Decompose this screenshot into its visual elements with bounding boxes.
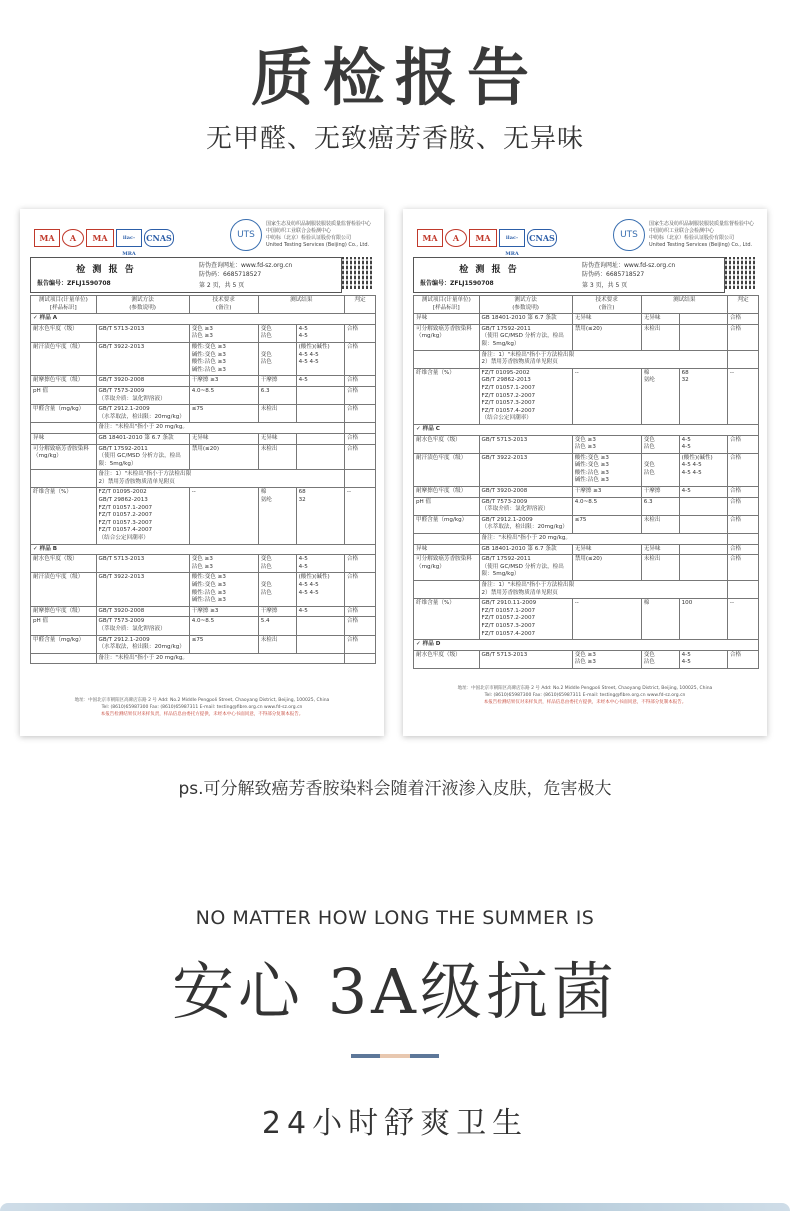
table-row — [31, 635, 376, 653]
table-cell: 耐摩擦色牢度（级） — [31, 376, 97, 387]
footer-disclaimer: 本报告检测结果仅对来样负责，样品信息由委托方提供，未经本中心书面同意，不得部分复制本报告。 — [483, 700, 687, 705]
table-cell: 干摩擦 ≥3 — [189, 376, 258, 387]
table-cell: ≤75 — [189, 405, 258, 423]
table-row — [414, 515, 759, 533]
table-row — [31, 488, 376, 544]
table-cell: 变色 ≥3 沾色 ≥3 — [572, 650, 641, 668]
cma-logo-2: MA — [469, 229, 497, 247]
column-header: 判定 — [727, 296, 758, 314]
table-row — [31, 555, 376, 573]
table-cell: -- — [572, 368, 641, 424]
table-cell — [727, 534, 758, 545]
table-header-row — [414, 296, 759, 314]
table-row — [414, 599, 759, 640]
table-cell: GB/T 17592-2011 （使用 GC/MSD 分析方法，检出限：5mg/kg） — [479, 324, 572, 350]
table-row — [414, 555, 759, 581]
verdict-cell: 合格 — [727, 487, 758, 498]
table-cell: GB 18401-2010 第 6.7 条款 — [96, 433, 189, 444]
verdict-cell: 合格 — [344, 617, 375, 635]
table-row — [31, 405, 376, 423]
verdict-cell: 合格 — [727, 515, 758, 533]
table-cell — [727, 350, 758, 368]
report-footer — [413, 685, 757, 706]
table-cell: 耐水色牢度（级） — [31, 324, 97, 342]
table-cell: FZ/T 01095-2002 GB/T 29862-2013 FZ/T 01057.1-2007 FZ/T 01057.2-2007 FZ/T 01057.3-2007 FZ/T 01057.4-2007 （结合公定回潮率） — [479, 368, 572, 424]
table-row — [414, 544, 759, 555]
table-cell: 4.0~8.5 — [572, 497, 641, 515]
footer-disclaimer: 本报告检测结果仅对来样负责，样品信息由委托方提供，未经本中心书面同意，不得部分复制本报告。 — [100, 712, 304, 717]
table-cell: 4.0~8.5 — [189, 617, 258, 635]
table-cell: 4-5 — [679, 487, 727, 498]
table-cell: GB/T 3922-2013 — [479, 453, 572, 486]
table-cell — [296, 635, 344, 653]
table-cell: pH 值 — [414, 497, 480, 515]
column-header: 测试结果 — [258, 296, 344, 314]
report-title: 检 测 报 告 — [459, 265, 519, 275]
table-cell: 100 — [679, 599, 727, 640]
test-report-page-3 — [403, 209, 767, 736]
table-row — [414, 453, 759, 486]
table-cell: 变色 沾色 — [258, 324, 296, 342]
cal-logo: A — [62, 229, 84, 247]
footer-address: 地址：中国北京市朝阳区高碑店东路 2 号 Add: No.2 Middle Pengpoli Street, Chaoyang District, Beijing, 100025, China — [74, 698, 330, 703]
table-row — [31, 544, 376, 555]
table-row — [31, 444, 376, 470]
table-cell: 变色 沾色 — [258, 342, 296, 375]
table-cell — [296, 433, 344, 444]
table-note: 备注：1）"未检出"指小于方法检出限 2）禁用芳香胺物质清单见附页 — [479, 581, 727, 599]
table-cell: GB/T 5713-2013 — [96, 324, 189, 342]
table-cell: GB/T 3920-2008 — [96, 376, 189, 387]
footer-address: 地址：中国北京市朝阳区高碑店东路 2 号 Add: No.2 Middle Pengpoli Street, Chaoyang District, Beijing, 100025, China — [457, 686, 713, 691]
table-cell: 变色 ≥3 沾色 ≥3 — [189, 324, 258, 342]
table-cell — [31, 423, 97, 434]
page-number: 第 3 页，共 5 页 — [582, 282, 628, 289]
table-cell: 纤维含量（%） — [414, 599, 480, 640]
verdict-cell: 合格 — [727, 314, 758, 325]
table-cell: 未检出 — [641, 555, 679, 581]
table-cell — [344, 423, 375, 434]
column-header: 测试项目(计量单位) [样品标识] — [414, 296, 480, 314]
table-cell: 干摩擦 ≥3 — [572, 487, 641, 498]
table-row — [31, 573, 376, 606]
table-row — [414, 640, 759, 651]
table-cell: 4-5 4-5 — [296, 324, 344, 342]
table-cell: 耐水色牢度（级） — [414, 435, 480, 453]
table-cell: 未检出 — [258, 635, 296, 653]
table-cell: 变色 沾色 — [641, 435, 679, 453]
table-note: 备注："未检出"指小于 20 mg/kg。 — [96, 423, 344, 434]
cma-logo: MA — [34, 229, 60, 247]
table-cell: 耐水色牢度（级） — [414, 650, 480, 668]
column-header: 技术要求 (备注) — [572, 296, 641, 314]
test-report-page-2 — [20, 209, 384, 736]
footer-contact: Tel: (8610)65987300 Fax: (8610)65987311 E-mail: testing@fibre.org.cn www.fd-sz.org.cn — [101, 705, 303, 710]
verdict-cell: -- — [727, 368, 758, 424]
divider-segment — [351, 1054, 380, 1058]
table-cell: 耐摩擦色牢度（级） — [31, 606, 97, 617]
table-cell: 酸性:变色 ≥3 碱性:变色 ≥3 酸性:沾色 ≥3 碱性:沾色 ≥3 — [572, 453, 641, 486]
table-note: 备注："未检出"指小于 20 mg/kg。 — [479, 534, 727, 545]
table-row — [31, 386, 376, 404]
section-title: 安心 3A级抗菌 — [172, 955, 618, 1028]
table-cell — [679, 324, 727, 350]
verdict-cell: 合格 — [727, 544, 758, 555]
table-cell: pH 值 — [31, 386, 97, 404]
table-cell: GB 18401-2010 第 6.7 条款 — [479, 544, 572, 555]
table-cell: 禁用(≤20) — [189, 444, 258, 470]
column-header: 测试方法 (参数说明) — [479, 296, 572, 314]
table-cell: 棉 氨纶 — [258, 488, 296, 544]
table-cell — [679, 544, 727, 555]
institution-name: 国家生态及纺织品制服装服装质量监督检验中心 中国纺织工业联合会检测中心 中纺标（北京）检验认证股份有限公司 United Testing Services (Beijing) Co., Ltd. — [649, 221, 755, 248]
table-cell: 变色 沾色 — [258, 573, 296, 606]
table-row — [31, 324, 376, 342]
table-cell: GB 18401-2010 第 6.7 条款 — [479, 314, 572, 325]
table-cell: 可分解致癌芳香胺染料（mg/kg） — [414, 555, 480, 581]
verdict-cell: -- — [344, 488, 375, 544]
table-cell: ≤75 — [572, 515, 641, 533]
bottom-band — [0, 1203, 790, 1211]
table-row — [414, 581, 759, 599]
table-row — [414, 368, 759, 424]
table-row — [414, 497, 759, 515]
table-row — [31, 423, 376, 434]
verdict-cell: 合格 — [344, 433, 375, 444]
table-cell: 未检出 — [641, 324, 679, 350]
report-title-box — [30, 257, 342, 293]
report-title: 检 测 报 告 — [76, 265, 136, 275]
uts-logo: UTS — [613, 219, 645, 251]
table-cell: (酸性)(碱性) 4-5 4-5 4-5 4-5 — [296, 573, 344, 606]
table-cell — [31, 470, 97, 488]
english-slogan: NO MATTER HOW LONG THE SUMMER IS — [195, 907, 595, 929]
table-cell — [679, 555, 727, 581]
table-cell: 异味 — [414, 544, 480, 555]
verdict-cell: 合格 — [727, 497, 758, 515]
report-number: 报告编号：ZFLJ1590708 — [37, 280, 111, 287]
verdict-cell: 合格 — [344, 573, 375, 606]
color-divider — [351, 1054, 439, 1058]
table-cell: 4-5 — [296, 606, 344, 617]
table-cell: 6.3 — [641, 497, 679, 515]
table-cell: 4.0~8.5 — [189, 386, 258, 404]
table-cell: 未检出 — [258, 444, 296, 470]
results-table — [30, 295, 376, 664]
table-cell: 可分解致癌芳香胺染料（mg/kg） — [414, 324, 480, 350]
table-cell: GB/T 3922-2013 — [96, 573, 189, 606]
table-row — [31, 433, 376, 444]
table-cell: GB/T 17592-2011 （使用 GC/MSD 分析方法，检出限：5mg/kg） — [96, 444, 189, 470]
table-cell — [727, 581, 758, 599]
table-cell — [679, 314, 727, 325]
table-cell: GB/T 7573-2009 （萃取介质：氯化钾溶液） — [96, 617, 189, 635]
verdict-cell: 合格 — [727, 650, 758, 668]
table-note: 备注：1）"未检出"指小于方法检出限 2）禁用芳香胺物质清单见附页 — [96, 470, 344, 488]
table-cell: GB/T 3920-2008 — [479, 487, 572, 498]
cnas-logo: CNAS — [144, 229, 174, 247]
table-cell: 无异味 — [572, 314, 641, 325]
table-cell: 纤维含量（%） — [31, 488, 97, 544]
table-header-row — [31, 296, 376, 314]
cnas-logo: CNAS — [527, 229, 557, 247]
table-cell — [296, 386, 344, 404]
cma-logo: MA — [417, 229, 443, 247]
table-cell: 无异味 — [641, 314, 679, 325]
table-cell: 耐汗渍色牢度（级） — [31, 342, 97, 375]
sample-section-label: ✓ 样品 B — [31, 544, 376, 555]
footer-contact: Tel: (8610)65987300 Fax: (8610)65987311 E-mail: testing@fibre.org.cn www.fd-sz.org.cn — [484, 693, 686, 698]
table-cell: 4-5 4-5 — [679, 650, 727, 668]
table-cell: 4-5 — [296, 376, 344, 387]
table-cell: 甲醛含量（mg/kg） — [31, 635, 97, 653]
anti-fake-query: 防伪查询网址：www.fd-sz.org.cn 防伪码：6685718527 — [199, 262, 293, 278]
table-cell: 耐水色牢度（级） — [31, 555, 97, 573]
verdict-cell: 合格 — [344, 405, 375, 423]
table-cell: -- — [189, 488, 258, 544]
table-row — [31, 606, 376, 617]
table-cell — [679, 515, 727, 533]
table-cell: GB/T 2912.1-2009 （水萃取法，检出限：20mg/kg） — [479, 515, 572, 533]
table-row — [414, 650, 759, 668]
table-cell: 无异味 — [258, 433, 296, 444]
verdict-cell: 合格 — [727, 435, 758, 453]
divider-segment — [410, 1054, 439, 1058]
table-cell: GB/T 3920-2008 — [96, 606, 189, 617]
table-cell: 无异味 — [189, 433, 258, 444]
table-cell — [414, 534, 480, 545]
table-cell — [296, 405, 344, 423]
table-cell: 68 32 — [679, 368, 727, 424]
table-cell — [31, 653, 97, 664]
table-cell: 4-5 4-5 — [679, 435, 727, 453]
uts-logo: UTS — [230, 219, 262, 251]
cal-logo: A — [445, 229, 467, 247]
table-cell: 酸性:变色 ≥3 碱性:变色 ≥3 酸性:沾色 ≥3 碱性:沾色 ≥3 — [189, 573, 258, 606]
table-cell: ≤75 — [189, 635, 258, 653]
table-row — [414, 324, 759, 350]
table-cell: 棉 — [641, 599, 679, 640]
table-cell: GB/T 17592-2011 （使用 GC/MSD 分析方法，检出限：5mg/kg） — [479, 555, 572, 581]
table-row — [414, 350, 759, 368]
table-cell: GB/T 2912.1-2009 （水萃取法，检出限：20mg/kg） — [96, 405, 189, 423]
verdict-cell: 合格 — [344, 444, 375, 470]
table-cell: 干摩擦 ≥3 — [189, 606, 258, 617]
table-cell: 变色 沾色 — [641, 453, 679, 486]
table-cell: 耐汗渍色牢度（级） — [414, 453, 480, 486]
results-table — [413, 295, 759, 669]
table-cell: 棉 氨纶 — [641, 368, 679, 424]
report-title-box — [413, 257, 725, 293]
page-subtitle: 无甲醛、无致癌芳香胺、无异味 — [205, 124, 584, 154]
table-cell: 甲醛含量（mg/kg） — [31, 405, 97, 423]
table-cell: 甲醛含量（mg/kg） — [414, 515, 480, 533]
table-cell: 干摩擦 — [641, 487, 679, 498]
table-cell — [296, 617, 344, 635]
qr-code — [342, 257, 374, 289]
sample-section-label: ✓ 样品 D — [414, 640, 759, 651]
table-cell: GB/T 3922-2013 — [96, 342, 189, 375]
table-cell — [414, 350, 480, 368]
table-cell: 禁用(≤20) — [572, 555, 641, 581]
table-row — [31, 470, 376, 488]
ilac-logo: ilac-MRA — [116, 229, 142, 247]
table-row — [414, 314, 759, 325]
verdict-cell: 合格 — [344, 635, 375, 653]
table-cell: GB/T 7573-2009 （萃取介质：氯化钾溶液） — [479, 497, 572, 515]
table-cell: 酸性:变色 ≥3 碱性:变色 ≥3 酸性:沾色 ≥3 碱性:沾色 ≥3 — [189, 342, 258, 375]
ilac-logo: ilac-MRA — [499, 229, 525, 247]
table-cell: 可分解致癌芳香胺染料（mg/kg） — [31, 444, 97, 470]
report-header — [30, 215, 374, 255]
sample-section-label: ✓ 样品 C — [414, 424, 759, 435]
table-row — [31, 314, 376, 325]
table-cell: 5.4 — [258, 617, 296, 635]
table-row — [31, 376, 376, 387]
verdict-cell: 合格 — [344, 386, 375, 404]
table-cell: GB/T 2912.1-2009 （水萃取法，检出限：20mg/kg） — [96, 635, 189, 653]
table-note: 备注："未检出"指小于 20 mg/kg。 — [96, 653, 344, 664]
table-cell: FZ/T 01095-2002 GB/T 29862-2013 FZ/T 01057.1-2007 FZ/T 01057.2-2007 FZ/T 01057.3-2007 FZ/T 01057.4-2007 （结合公定回潮率） — [96, 488, 189, 544]
table-cell: 变色 ≥3 沾色 ≥3 — [572, 435, 641, 453]
table-cell: 无异味 — [572, 544, 641, 555]
column-header: 判定 — [344, 296, 375, 314]
sample-section-label: ✓ 样品 A — [31, 314, 376, 325]
institution-name: 国家生态及纺织品制服装服装质量监督检验中心 中国纺织工业联合会检测中心 中纺标（北京）检验认证股份有限公司 United Testing Services (Beijing) Co., Ltd. — [266, 221, 372, 248]
table-cell: 未检出 — [258, 405, 296, 423]
tagline: 24小时舒爽卫生 — [261, 1106, 529, 1141]
divider-segment — [380, 1054, 409, 1058]
table-row — [414, 435, 759, 453]
verdict-cell: 合格 — [344, 606, 375, 617]
anti-fake-query: 防伪查询网址：www.fd-sz.org.cn 防伪码：6685718527 — [582, 262, 676, 278]
column-header: 技术要求 (备注) — [189, 296, 258, 314]
table-row — [31, 653, 376, 664]
table-cell: 耐摩擦色牢度（级） — [414, 487, 480, 498]
table-cell: (酸性)(碱性) 4-5 4-5 4-5 4-5 — [679, 453, 727, 486]
page-title: 质检报告 — [250, 41, 539, 114]
table-note: 备注：1）"未检出"指小于方法检出限 2）禁用芳香胺物质清单见附页 — [479, 350, 727, 368]
table-cell: GB/T 7573-2009 （萃取介质：氯化钾溶液） — [96, 386, 189, 404]
table-cell — [296, 444, 344, 470]
table-cell: (酸性)(碱性) 4-5 4-5 4-5 4-5 — [296, 342, 344, 375]
table-cell: 6.3 — [258, 386, 296, 404]
table-cell — [679, 497, 727, 515]
table-cell — [344, 653, 375, 664]
table-cell — [344, 470, 375, 488]
report-header — [413, 215, 757, 255]
column-header: 测试项目(计量单位) [样品标识] — [31, 296, 97, 314]
table-cell: GB/T 5713-2013 — [96, 555, 189, 573]
report-footer — [30, 697, 374, 718]
table-cell: 纤维含量（%） — [414, 368, 480, 424]
verdict-cell: -- — [727, 599, 758, 640]
table-row — [414, 534, 759, 545]
table-cell: pH 值 — [31, 617, 97, 635]
table-cell: 干摩擦 — [258, 376, 296, 387]
cma-logo-2: MA — [86, 229, 114, 247]
page-number: 第 2 页，共 5 页 — [199, 282, 245, 289]
table-cell: 无异味 — [641, 544, 679, 555]
table-row — [414, 424, 759, 435]
table-cell: 变色 沾色 — [641, 650, 679, 668]
report-number: 报告编号：ZFLJ1590708 — [420, 280, 494, 287]
table-row — [31, 617, 376, 635]
table-cell: 变色 沾色 — [258, 555, 296, 573]
table-row — [31, 342, 376, 375]
verdict-cell: 合格 — [727, 324, 758, 350]
ps-note: ps.可分解致癌芳香胺染料会随着汗液渗入皮肤，危害极大 — [178, 779, 612, 799]
table-cell: 未检出 — [641, 515, 679, 533]
verdict-cell: 合格 — [727, 555, 758, 581]
table-cell: 变色 ≥3 沾色 ≥3 — [189, 555, 258, 573]
table-cell: GB/T 5713-2013 — [479, 435, 572, 453]
verdict-cell: 合格 — [344, 376, 375, 387]
verdict-cell: 合格 — [727, 453, 758, 486]
column-header: 测试方法 (参数说明) — [96, 296, 189, 314]
table-cell: 4-5 4-5 — [296, 555, 344, 573]
table-row — [414, 487, 759, 498]
table-cell: 68 32 — [296, 488, 344, 544]
verdict-cell: 合格 — [344, 555, 375, 573]
qr-code — [725, 257, 757, 289]
verdict-cell: 合格 — [344, 324, 375, 342]
verdict-cell: 合格 — [344, 342, 375, 375]
table-cell: 异味 — [31, 433, 97, 444]
table-cell: 干摩擦 — [258, 606, 296, 617]
table-cell: 禁用(≤20) — [572, 324, 641, 350]
table-cell: -- — [572, 599, 641, 640]
table-cell — [414, 581, 480, 599]
table-cell: GB/T 2910.11-2009 FZ/T 01057.1-2007 FZ/T 01057.2-2007 FZ/T 01057.3-2007 FZ/T 01057.4-2007 — [479, 599, 572, 640]
table-cell: GB/T 5713-2013 — [479, 650, 572, 668]
column-header: 测试结果 — [641, 296, 727, 314]
table-cell: 耐汗渍色牢度（级） — [31, 573, 97, 606]
table-cell: 异味 — [414, 314, 480, 325]
